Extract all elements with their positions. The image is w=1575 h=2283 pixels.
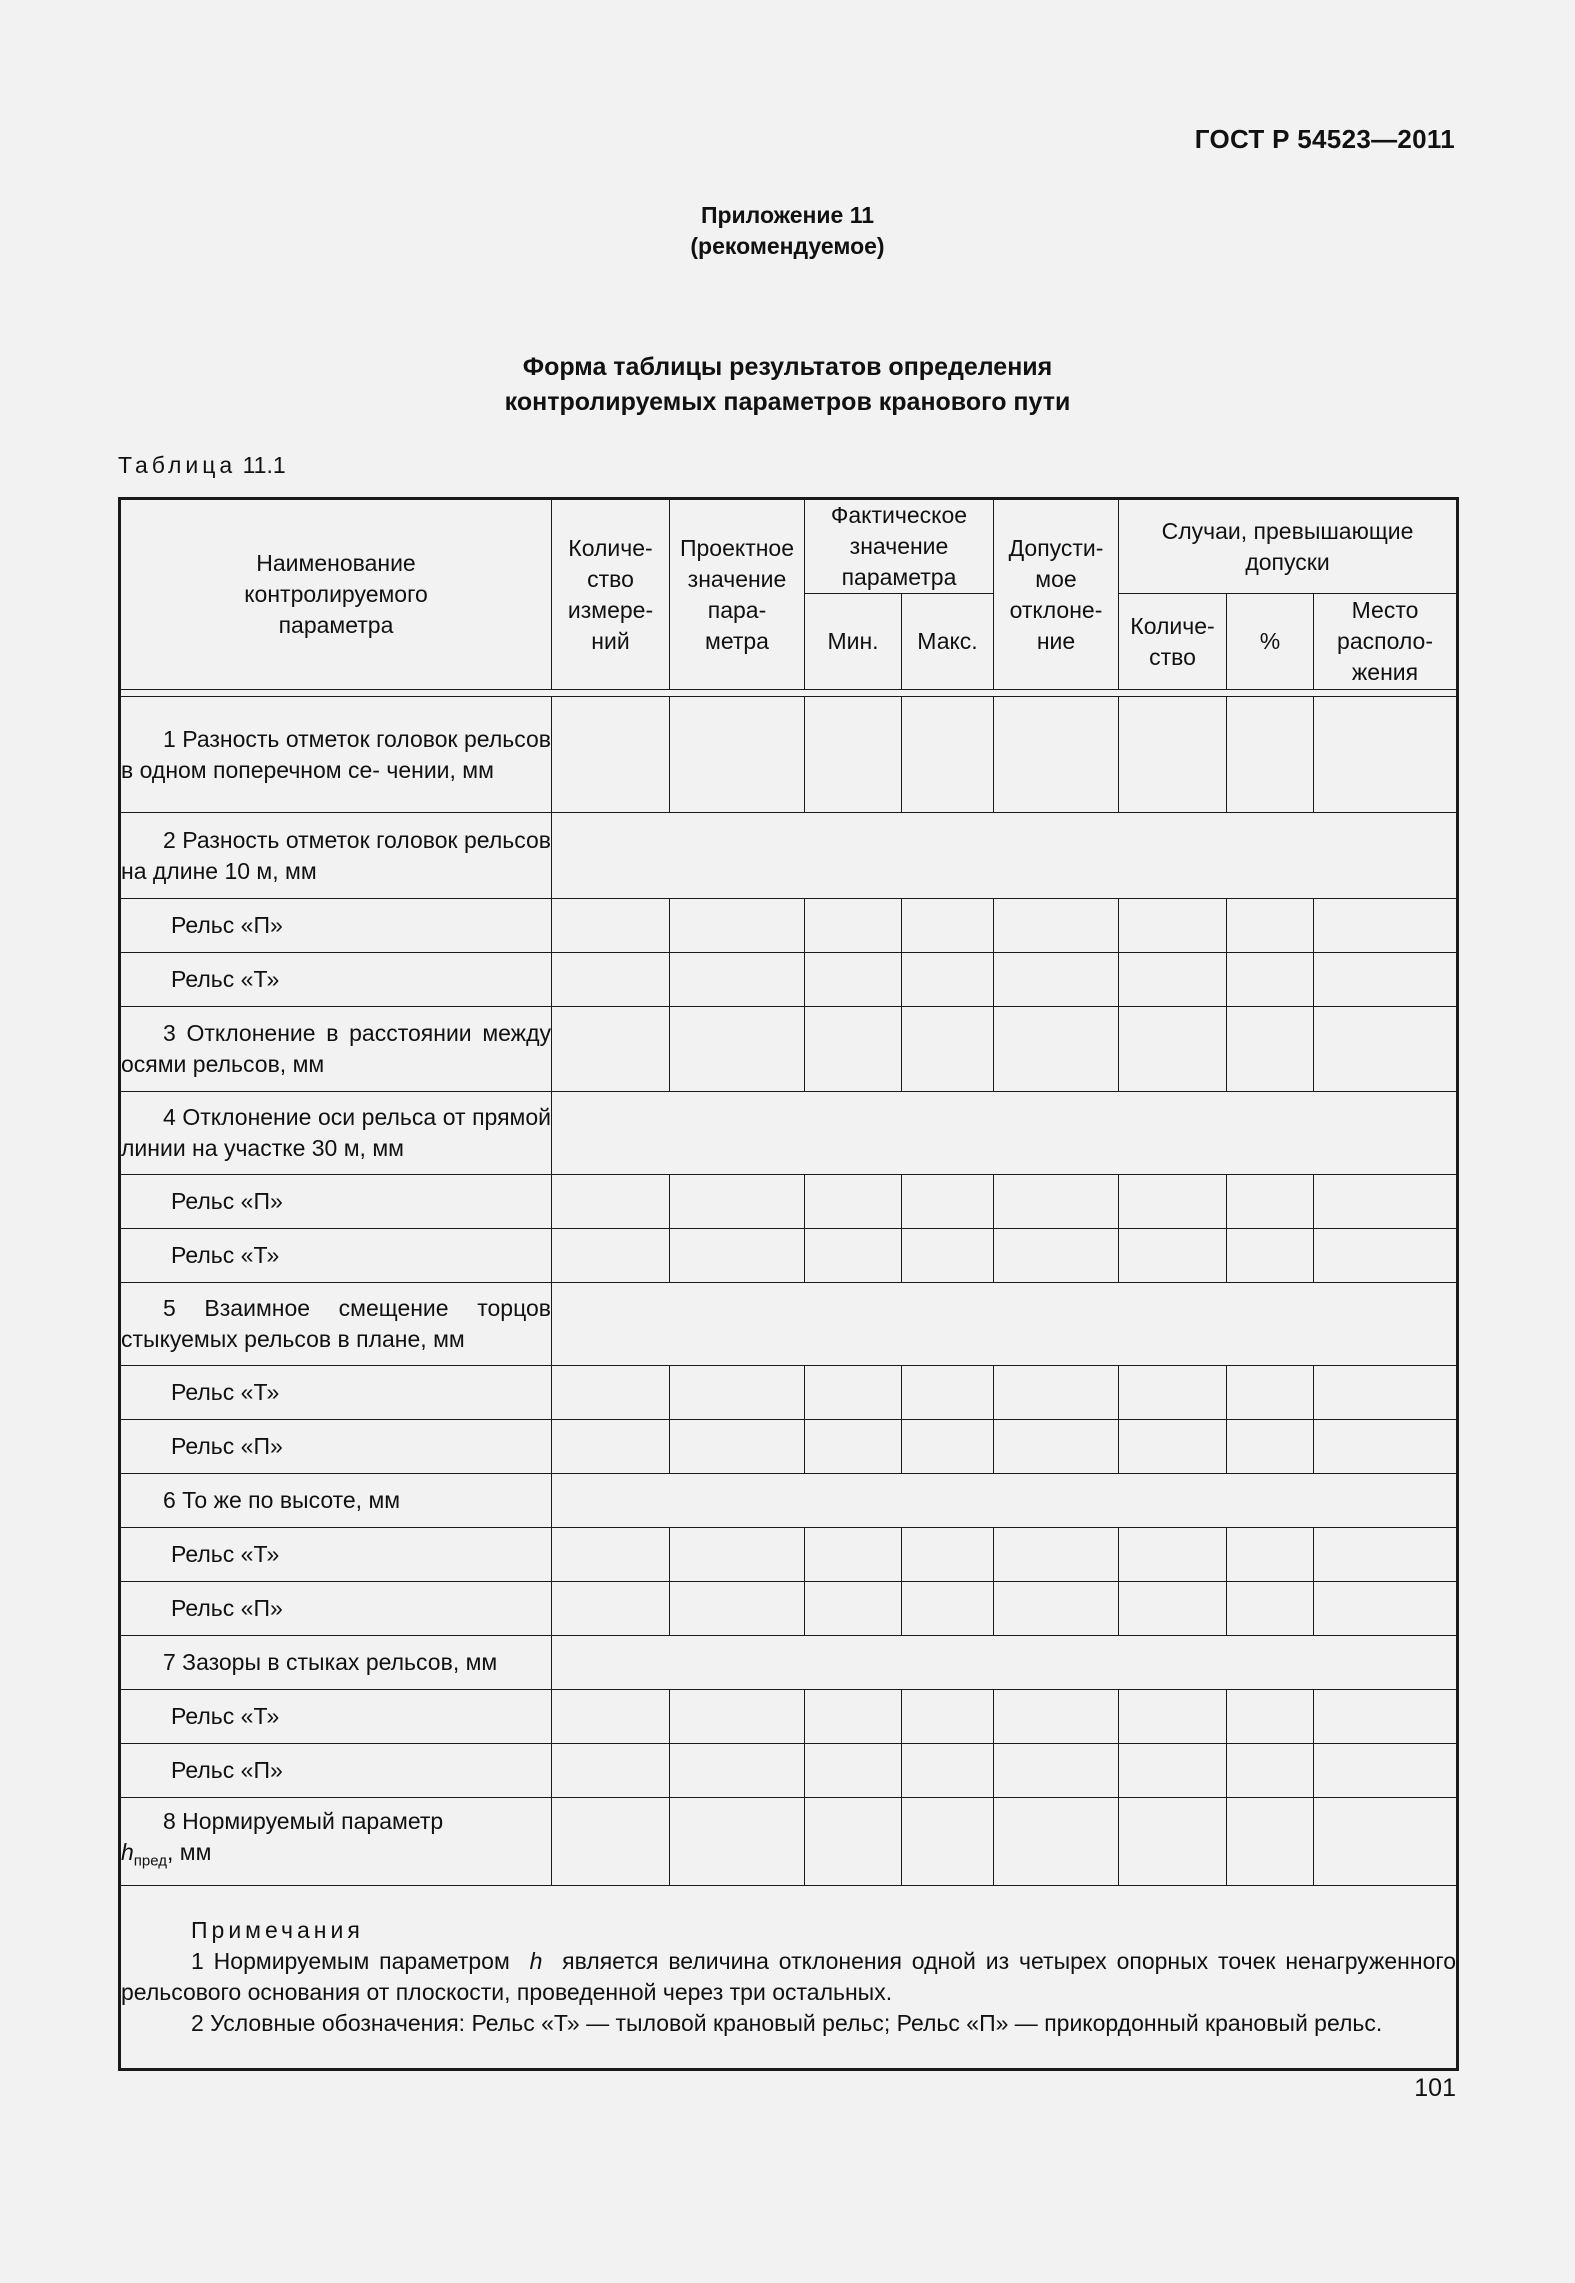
value-cell[interactable] xyxy=(902,1366,994,1420)
value-cell[interactable] xyxy=(1119,1690,1227,1744)
table-row xyxy=(120,813,1458,899)
value-cell[interactable] xyxy=(805,1175,902,1229)
value-cell[interactable] xyxy=(902,697,994,813)
param-cell: Рельс «П» xyxy=(120,899,552,953)
value-cell[interactable] xyxy=(1227,1420,1314,1474)
header-exceed: Случаи, превышающие допуски xyxy=(1119,499,1458,594)
value-cell[interactable] xyxy=(902,1744,994,1798)
value-cell[interactable] xyxy=(670,1744,805,1798)
value-cell[interactable] xyxy=(1119,1420,1227,1474)
value-cell[interactable] xyxy=(552,1798,670,1886)
table-label-number: 11.1 xyxy=(242,452,286,478)
merged-cell xyxy=(552,813,1458,899)
table-row xyxy=(120,1283,1458,1366)
value-cell[interactable] xyxy=(1119,1582,1227,1636)
value-cell[interactable] xyxy=(1227,1582,1314,1636)
value-cell[interactable] xyxy=(552,1420,670,1474)
value-cell[interactable] xyxy=(670,1798,805,1886)
value-cell[interactable] xyxy=(670,1690,805,1744)
table-row xyxy=(120,1229,1458,1283)
param-cell: 3 Отклонение в расстоянии между осями рельсов, мм xyxy=(120,1007,552,1092)
table-row xyxy=(120,1528,1458,1582)
value-cell[interactable] xyxy=(1314,697,1458,813)
header-exceed-place: Место располо- жения xyxy=(1314,594,1458,690)
value-cell[interactable] xyxy=(1227,1007,1314,1092)
param-cell: 2 Разность отметок головок рельсов на длине 10 м, мм xyxy=(120,813,552,899)
param-cell: 4 Отклонение оси рельса от прямой линии на участке 30 м, мм xyxy=(120,1092,552,1175)
value-cell[interactable] xyxy=(1314,1582,1458,1636)
notes-cell xyxy=(120,1886,1458,2070)
value-cell[interactable] xyxy=(670,1528,805,1582)
page-number: 101 xyxy=(1414,2074,1456,2102)
value-cell[interactable] xyxy=(902,1420,994,1474)
appendix-title: Приложение 11 xyxy=(700,202,875,228)
table-row xyxy=(120,1420,1458,1474)
results-table xyxy=(118,497,1459,2071)
param-cell: Рельс «П» xyxy=(120,1744,552,1798)
param-cell: 5 Взаимное смещение торцов стыкуемых рельсов в плане, мм xyxy=(120,1283,552,1366)
value-cell[interactable] xyxy=(1227,1744,1314,1798)
value-cell[interactable] xyxy=(994,1690,1119,1744)
table-row xyxy=(120,1690,1458,1744)
param-cell: Рельс «П» xyxy=(120,1175,552,1229)
table-row xyxy=(120,697,1458,813)
value-cell[interactable] xyxy=(994,899,1119,953)
value-cell[interactable] xyxy=(552,1007,670,1092)
table-row xyxy=(120,899,1458,953)
value-cell[interactable] xyxy=(805,1744,902,1798)
note-1: 1 Нормируемым параметром h является величина отклонения одной из четырех опорных точек ненагруженного рельсового основания от плоскости, проведенной через три остальных. xyxy=(121,1948,1457,2005)
header-count: Количе- ство измере- ний xyxy=(552,499,670,690)
param-cell: Рельс «Т» xyxy=(120,1366,552,1420)
value-cell[interactable] xyxy=(902,1798,994,1886)
header-separator xyxy=(120,690,1458,697)
param-cell: Рельс «П» xyxy=(120,1582,552,1636)
value-cell[interactable] xyxy=(1314,899,1458,953)
value-cell[interactable] xyxy=(1314,953,1458,1007)
value-cell[interactable] xyxy=(1314,1175,1458,1229)
merged-cell xyxy=(552,1636,1458,1690)
value-cell[interactable] xyxy=(902,953,994,1007)
symbol-subscript: пред xyxy=(133,1852,168,1870)
value-cell[interactable] xyxy=(994,1229,1119,1283)
value-cell[interactable] xyxy=(805,1582,902,1636)
header-min: Мин. xyxy=(805,594,902,690)
param-cell: 7 Зазоры в стыках рельсов, мм xyxy=(120,1636,552,1690)
value-cell[interactable] xyxy=(994,953,1119,1007)
value-cell[interactable] xyxy=(1314,1366,1458,1420)
value-cell[interactable] xyxy=(902,1528,994,1582)
value-cell[interactable] xyxy=(805,1420,902,1474)
value-cell[interactable] xyxy=(805,953,902,1007)
value-cell[interactable] xyxy=(994,1175,1119,1229)
value-cell[interactable] xyxy=(1119,1798,1227,1886)
value-cell[interactable] xyxy=(1227,1528,1314,1582)
table-row xyxy=(120,1007,1458,1092)
value-cell[interactable] xyxy=(552,1229,670,1283)
value-cell[interactable] xyxy=(670,1229,805,1283)
value-cell[interactable] xyxy=(1314,1229,1458,1283)
value-cell[interactable] xyxy=(902,1007,994,1092)
param-cell: Рельс «Т» xyxy=(120,1528,552,1582)
value-cell[interactable] xyxy=(1119,1175,1227,1229)
value-cell[interactable] xyxy=(552,1744,670,1798)
param-cell: Рельс «Т» xyxy=(120,1690,552,1744)
value-cell[interactable] xyxy=(902,899,994,953)
value-cell[interactable] xyxy=(994,1528,1119,1582)
merged-cell xyxy=(552,1474,1458,1528)
value-cell[interactable] xyxy=(902,1229,994,1283)
value-cell[interactable] xyxy=(670,697,805,813)
value-cell[interactable] xyxy=(994,1744,1119,1798)
value-cell[interactable] xyxy=(902,1690,994,1744)
value-cell[interactable] xyxy=(552,1528,670,1582)
notes-row xyxy=(120,1886,1458,2070)
value-cell[interactable] xyxy=(805,1007,902,1092)
param-cell: Рельс «П» xyxy=(120,1420,552,1474)
value-cell[interactable] xyxy=(1227,953,1314,1007)
value-cell[interactable] xyxy=(552,1366,670,1420)
value-cell[interactable] xyxy=(805,1366,902,1420)
value-cell[interactable] xyxy=(1119,697,1227,813)
symbol-h: h xyxy=(121,1839,134,1866)
table-row xyxy=(120,1092,1458,1175)
note-2: 2 Условные обозначения: Рельс «Т» — тыловой крановый рельс; Рельс «П» — прикордонный крановый рельс. xyxy=(191,2010,1383,2036)
table-row xyxy=(120,1366,1458,1420)
table-label xyxy=(118,452,286,479)
value-cell[interactable] xyxy=(994,1798,1119,1886)
table-row xyxy=(120,1175,1458,1229)
value-cell[interactable] xyxy=(1227,1366,1314,1420)
header-actual: Фактическое значение параметра xyxy=(805,499,994,594)
value-cell[interactable] xyxy=(552,1582,670,1636)
value-cell[interactable] xyxy=(1119,953,1227,1007)
value-cell[interactable] xyxy=(1314,1798,1458,1886)
header-allowed: Допусти- мое отклоне- ние xyxy=(994,499,1119,690)
value-cell[interactable] xyxy=(670,1420,805,1474)
value-cell[interactable] xyxy=(994,1007,1119,1092)
value-cell[interactable] xyxy=(994,1582,1119,1636)
value-cell[interactable] xyxy=(805,697,902,813)
value-cell[interactable] xyxy=(994,1420,1119,1474)
value-cell[interactable] xyxy=(1119,1007,1227,1092)
value-cell[interactable] xyxy=(670,1582,805,1636)
value-cell[interactable] xyxy=(994,1366,1119,1420)
value-cell[interactable] xyxy=(1314,1744,1458,1798)
param-cell: 8 Нормируемый параметр $h_{пред}$, мм xyxy=(120,1798,552,1886)
table-row xyxy=(120,1798,1458,1886)
value-cell[interactable] xyxy=(1119,899,1227,953)
table-row xyxy=(120,1582,1458,1636)
value-cell[interactable] xyxy=(1314,1420,1458,1474)
value-cell[interactable] xyxy=(1227,1229,1314,1283)
param-cell: Рельс «Т» xyxy=(120,1229,552,1283)
header-max: Макс. xyxy=(902,594,994,690)
table-row xyxy=(120,1636,1458,1690)
value-cell[interactable] xyxy=(1227,1175,1314,1229)
value-cell[interactable] xyxy=(1119,1229,1227,1283)
value-cell[interactable] xyxy=(552,1690,670,1744)
param-cell: 1 Разность отметок головок рельсов в одном поперечном се- чении, мм xyxy=(120,697,552,813)
value-cell[interactable] xyxy=(994,697,1119,813)
header-exceed-percent: % xyxy=(1227,594,1314,690)
form-title-line-2: контролируемых параметров кранового пути xyxy=(504,388,1071,416)
appendix-status: (рекомендуемое) xyxy=(690,233,885,259)
table-row xyxy=(120,1474,1458,1528)
header-design: Проектное значение пара- метра xyxy=(670,499,805,690)
param-cell: 6 То же по высоте, мм xyxy=(120,1474,552,1528)
table-row xyxy=(120,953,1458,1007)
value-cell[interactable] xyxy=(805,1690,902,1744)
table-row xyxy=(120,1744,1458,1798)
value-cell[interactable] xyxy=(1227,899,1314,953)
value-cell[interactable] xyxy=(1314,1528,1458,1582)
value-cell[interactable] xyxy=(805,1528,902,1582)
value-cell[interactable] xyxy=(552,899,670,953)
value-cell[interactable] xyxy=(670,1175,805,1229)
value-cell[interactable] xyxy=(1119,1744,1227,1798)
value-cell[interactable] xyxy=(1227,697,1314,813)
merged-cell xyxy=(552,1283,1458,1366)
value-cell[interactable] xyxy=(805,899,902,953)
value-cell[interactable] xyxy=(670,1007,805,1092)
value-cell[interactable] xyxy=(670,899,805,953)
value-cell[interactable] xyxy=(805,1798,902,1886)
value-cell[interactable] xyxy=(552,1175,670,1229)
standard-number: ГОСТ Р 54523—2011 xyxy=(1194,124,1455,154)
value-cell[interactable] xyxy=(552,697,670,813)
value-cell[interactable] xyxy=(670,953,805,1007)
value-cell[interactable] xyxy=(902,1175,994,1229)
header-param: Наименование контролируемого параметра xyxy=(120,499,552,690)
form-title-line-1: Форма таблицы результатов определения xyxy=(522,353,1053,381)
value-cell[interactable] xyxy=(1314,1690,1458,1744)
value-cell[interactable] xyxy=(1119,1366,1227,1420)
value-cell[interactable] xyxy=(670,1366,805,1420)
notes-title: Примечания xyxy=(191,1917,364,1943)
merged-cell xyxy=(552,1092,1458,1175)
table-label-word: Таблица xyxy=(118,452,237,478)
value-cell[interactable] xyxy=(1227,1798,1314,1886)
value-cell[interactable] xyxy=(1119,1528,1227,1582)
form-title xyxy=(0,350,1575,420)
appendix-heading xyxy=(0,200,1575,262)
header-exceed-count: Количе- ство xyxy=(1119,594,1227,690)
value-cell[interactable] xyxy=(1314,1007,1458,1092)
value-cell[interactable] xyxy=(1227,1690,1314,1744)
value-cell[interactable] xyxy=(552,953,670,1007)
value-cell[interactable] xyxy=(902,1582,994,1636)
value-cell[interactable] xyxy=(805,1229,902,1283)
header-row-1 xyxy=(120,499,1458,594)
param-cell: Рельс «Т» xyxy=(120,953,552,1007)
